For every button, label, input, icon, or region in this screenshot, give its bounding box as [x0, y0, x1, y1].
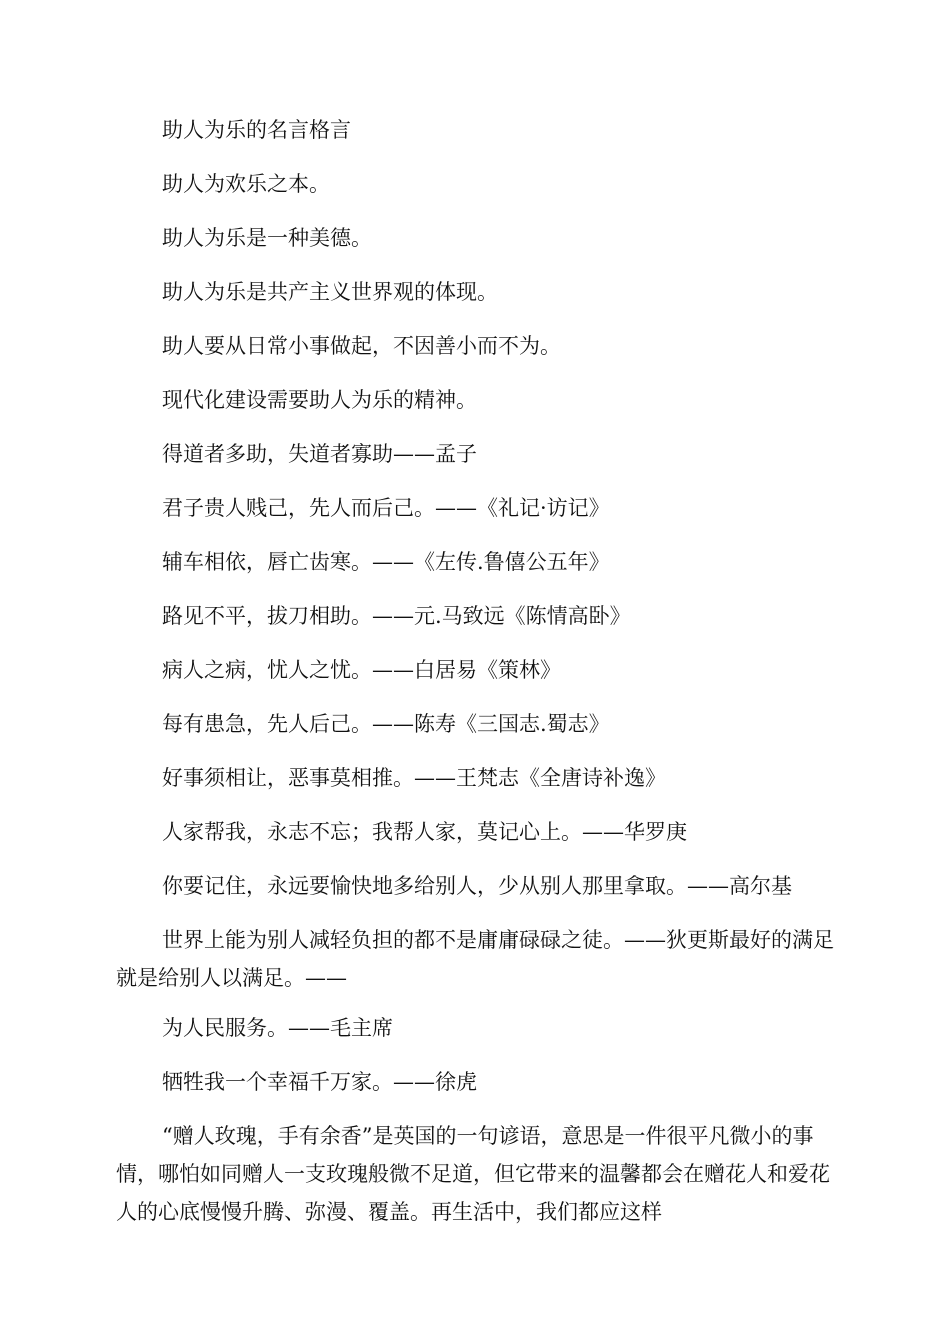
paragraph-quote: 路见不平，拔刀相助。——元.马致远《陈情高卧》 [162, 604, 631, 628]
paragraph-quote: 为人民服务。——毛主席 [162, 1016, 393, 1040]
paragraph-quote: 牺牲我一个幸福千万家。——徐虎 [162, 1070, 477, 1094]
paragraph-quote: 病人之病，忧人之忧。——白居易《策林》 [162, 658, 561, 682]
paragraph-quote: 现代化建设需要助人为乐的精神。 [162, 388, 477, 412]
paragraph-title: 助人为乐的名言格言 [162, 118, 351, 142]
paragraph-quote: 君子贵人贱己，先人而后己。——《礼记·访记》 [162, 496, 610, 520]
paragraph-quote: 好事须相让，恶事莫相推。——王梵志《全唐诗补逸》 [162, 766, 666, 790]
paragraph-quote: 辅车相依，唇亡齿寒。——《左传.鲁僖公五年》 [162, 550, 610, 574]
paragraph-quote: 助人为乐是一种美德。 [162, 226, 372, 250]
paragraph-quote: 助人要从日常小事做起，不因善小而不为。 [162, 334, 561, 358]
paragraph-body: “赠人玫瑰，手有余香”是英国的一句谚语，意思是一件很平凡微小的事情，哪怕如同赠人一支玫瑰般微不足道，但它带来的温馨都会在赠花人和爱花人的心底慢慢升腾、弥漫、覆盖。再生活中，我们都应这样 [116, 1124, 830, 1224]
paragraph-quote: 每有患急，先人后己。——陈寿《三国志.蜀志》 [162, 712, 610, 736]
paragraph-quote: 助人为乐是共产主义世界观的体现。 [162, 280, 498, 304]
paragraph-quote: 你要记住，永远要愉快地多给别人，少从别人那里拿取。——高尔基 [162, 874, 792, 898]
paragraph-quote: 助人为欢乐之本。 [162, 172, 330, 196]
paragraph-quote: 得道者多助，失道者寡助——孟子 [162, 442, 477, 466]
paragraph-quote: 世界上能为别人减轻负担的都不是庸庸碌碌之徒。——狄更斯最好的满足就是给别人以满足。—— [116, 928, 834, 990]
document-body [116, 111, 836, 1247]
paragraph-quote: 人家帮我，永志不忘；我帮人家，莫记心上。——华罗庚 [162, 820, 687, 844]
